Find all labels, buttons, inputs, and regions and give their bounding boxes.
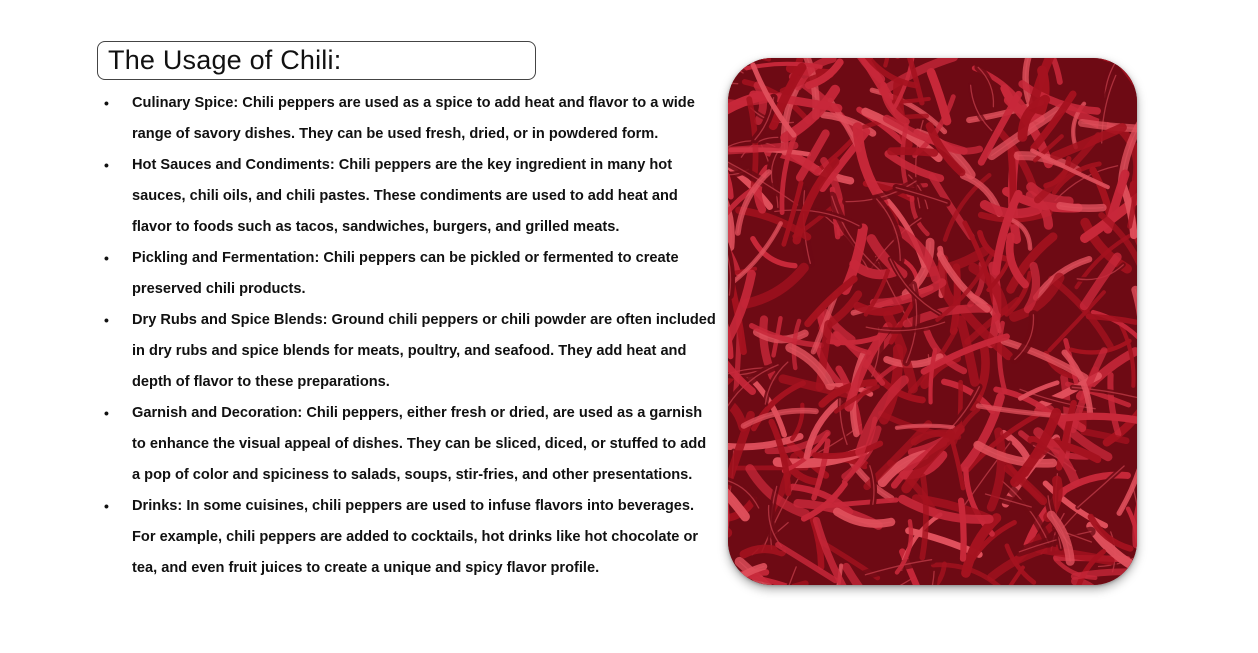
bullet-icon: • (104, 157, 109, 173)
bullet-text: Culinary Spice: Chili peppers are used as a spice to add heat and flavor to a wide range of savory dishes. They can be used fresh, dried, or in powdered form. (132, 95, 695, 142)
chili-pepper-shape (1074, 572, 1137, 577)
chili-pepper-shape (961, 501, 964, 559)
chili-pepper-shape (891, 151, 934, 153)
bullet-icon: • (104, 498, 109, 514)
bullet-item-hot-sauces (104, 150, 716, 243)
bullet-item-culinary-spice (104, 88, 716, 150)
bullet-text: Dry Rubs and Spice Blends: Ground chili peppers or chili powder are often included in dry rubs and spice blends for meats, poultry, and seafood. They add heat and depth of flavor to these preparations. (132, 312, 716, 390)
usage-bullet-list (104, 88, 716, 584)
bullet-text: Drinks: In some cuisines, chili peppers are used to infuse flavors into beverages. For example, chili peppers are added to cocktails, hot drinks like hot chocolate or tea, and even fruit juices to create a unique and spicy flavor profile. (132, 498, 699, 576)
chili-pepper-shape (1137, 569, 1138, 585)
bullet-text: Pickling and Fermentation: Chili peppers can be pickled or fermented to create preserved chili products. (132, 250, 679, 297)
dried-chili-peppers-image (728, 58, 1137, 585)
bullet-text: Hot Sauces and Condiments: Chili peppers are the key ingredient in many hot sauces, chili oils, and chili pastes. These condiments are used to add heat and flavor to foods such as tacos, sandwiches, burgers, and grilled meats. (132, 157, 678, 235)
bullet-icon: • (104, 95, 109, 111)
bullet-item-pickling (104, 243, 716, 305)
bullet-item-drinks (104, 491, 716, 584)
bullet-item-dry-rubs (104, 305, 716, 398)
chili-pepper-shape (728, 58, 769, 59)
slide-title: The Usage of Chili: (108, 45, 342, 75)
bullet-text: Garnish and Decoration: Chili peppers, either fresh or dried, are used as a garnish to enhance the visual appeal of dishes. They can be sliced, diced, or stuffed to add a pop of color and spiciness to salads, soups, stir-fries, and other presentations. (132, 405, 707, 483)
chili-photo (728, 58, 1137, 585)
title-box (97, 41, 536, 80)
chili-highlight-shape (1137, 569, 1138, 585)
bullet-icon: • (104, 250, 109, 266)
chili-pepper-shape (1116, 581, 1123, 585)
bullet-icon: • (104, 312, 109, 328)
bullet-icon: • (104, 405, 109, 421)
chili-pepper-shape (1059, 416, 1137, 420)
chili-pepper-shape (728, 58, 740, 59)
bullet-item-garnish (104, 398, 716, 491)
chili-pepper-shape (728, 58, 743, 73)
